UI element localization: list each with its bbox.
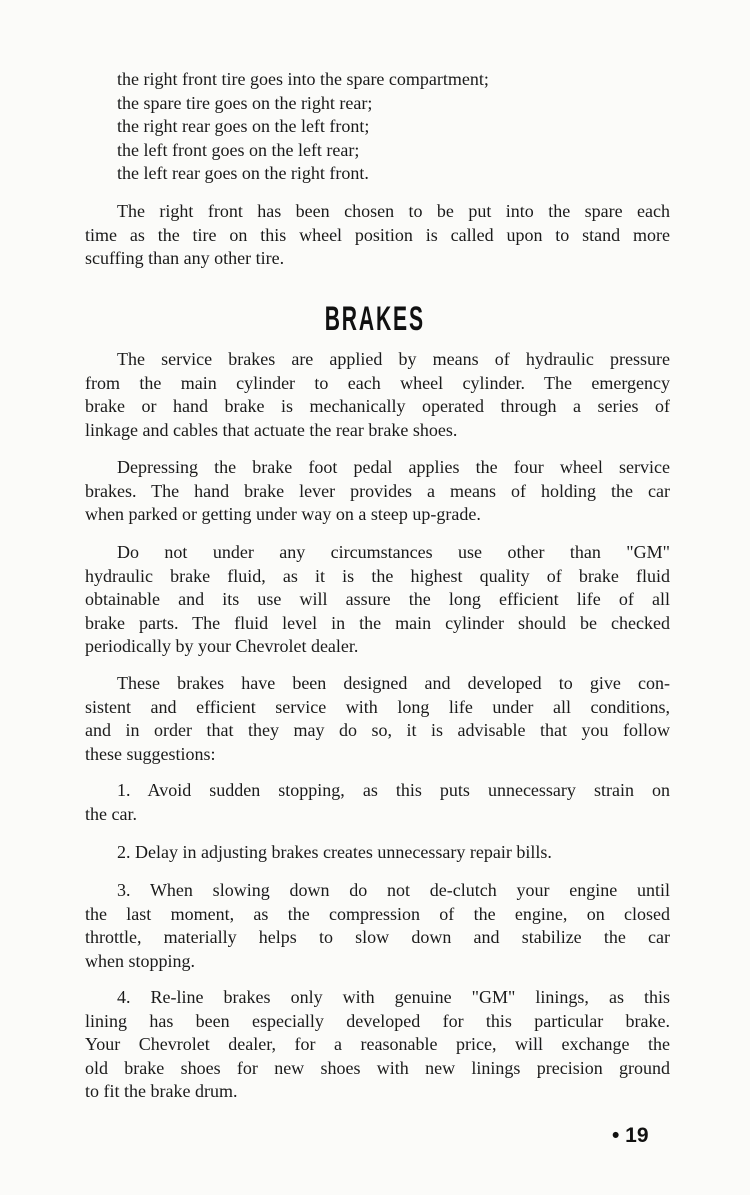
text-line: the left rear goes on the right front. <box>117 163 369 183</box>
text-line: The service brakes are applied by means of hydraulic pressure <box>117 349 670 369</box>
text-line: the left front goes on the left rear; <box>117 139 360 160</box>
text-line: when stopping. <box>85 950 195 971</box>
text-line: lining has been especially developed for this particular brake. <box>85 1010 670 1031</box>
text-line: to fit the brake drum. <box>85 1081 238 1101</box>
text-line: linkage and cables that actuate the rear brake shoes. <box>85 419 458 440</box>
text-line: throttle, materially helps to slow down and stabilize the car <box>85 927 670 947</box>
text-line: Depressing the brake foot pedal applies the four wheel service <box>117 457 670 477</box>
page-number: • 19 <box>612 1124 649 1147</box>
suggestion-item <box>85 879 670 973</box>
text-line: sistent and efficient service with long life under all conditions, <box>85 696 670 717</box>
paragraph <box>85 200 670 271</box>
text-line: 2. Delay in adjusting brakes creates unnecessary repair bills. <box>117 842 552 862</box>
paragraph <box>85 348 670 442</box>
text-line: obtainable and its use will assure the long efficient life of all <box>85 589 670 609</box>
text-line: from the main cylinder to each wheel cylinder. The emergency <box>85 372 670 393</box>
tire-rotation-list <box>85 68 670 186</box>
text-line: Your Chevrolet dealer, for a reasonable price, will exchange the <box>85 1034 670 1054</box>
suggestion-item <box>85 841 670 865</box>
suggestion-item <box>85 779 670 826</box>
text-line: old brake shoes for new shoes with new linings precision ground <box>85 1057 670 1078</box>
section-heading-text: BRAKES <box>324 300 426 338</box>
paragraph <box>85 541 670 659</box>
text-line: the right rear goes on the left front; <box>117 116 370 136</box>
text-line: the last moment, as the compression of the engine, on closed <box>85 903 670 924</box>
text-line: the spare tire goes on the right rear; <box>117 92 373 113</box>
section-heading <box>0 300 750 339</box>
text-line: hydraulic brake fluid, as it is the highest quality of brake fluid <box>85 565 670 586</box>
text-line: brake or hand brake is mechanically operated through a series of <box>85 396 670 416</box>
suggestion-item <box>85 986 670 1104</box>
text-line: and in order that they may do so, it is advisable that you follow <box>85 720 670 740</box>
text-line: these suggestions: <box>85 743 216 764</box>
paragraph <box>85 456 670 527</box>
text-line: the right front tire goes into the spare compartment; <box>117 69 489 89</box>
text-line: 1. Avoid sudden stopping, as this puts unnecessary strain on <box>117 780 670 800</box>
text-line: periodically by your Chevrolet dealer. <box>85 636 359 656</box>
text-line: brakes. The hand brake lever provides a means of holding the car <box>85 480 670 501</box>
text-line: the car. <box>85 803 137 824</box>
text-line: Do not under any circumstances use other than "GM" <box>117 542 670 562</box>
paragraph <box>85 672 670 766</box>
text-line: 3. When slowing down do not de-clutch your engine until <box>117 880 670 900</box>
text-line: time as the tire on this wheel position is called upon to stand more <box>85 224 670 245</box>
text-line: The right front has been chosen to be put into the spare each <box>117 201 670 221</box>
text-line: brake parts. The fluid level in the main cylinder should be checked <box>85 612 670 633</box>
text-line: 4. Re-line brakes only with genuine "GM" linings, as this <box>117 987 670 1007</box>
text-line: These brakes have been designed and developed to give con- <box>117 673 670 693</box>
text-line: when parked or getting under way on a steep up-grade. <box>85 504 481 524</box>
text-line: scuffing than any other tire. <box>85 248 285 268</box>
